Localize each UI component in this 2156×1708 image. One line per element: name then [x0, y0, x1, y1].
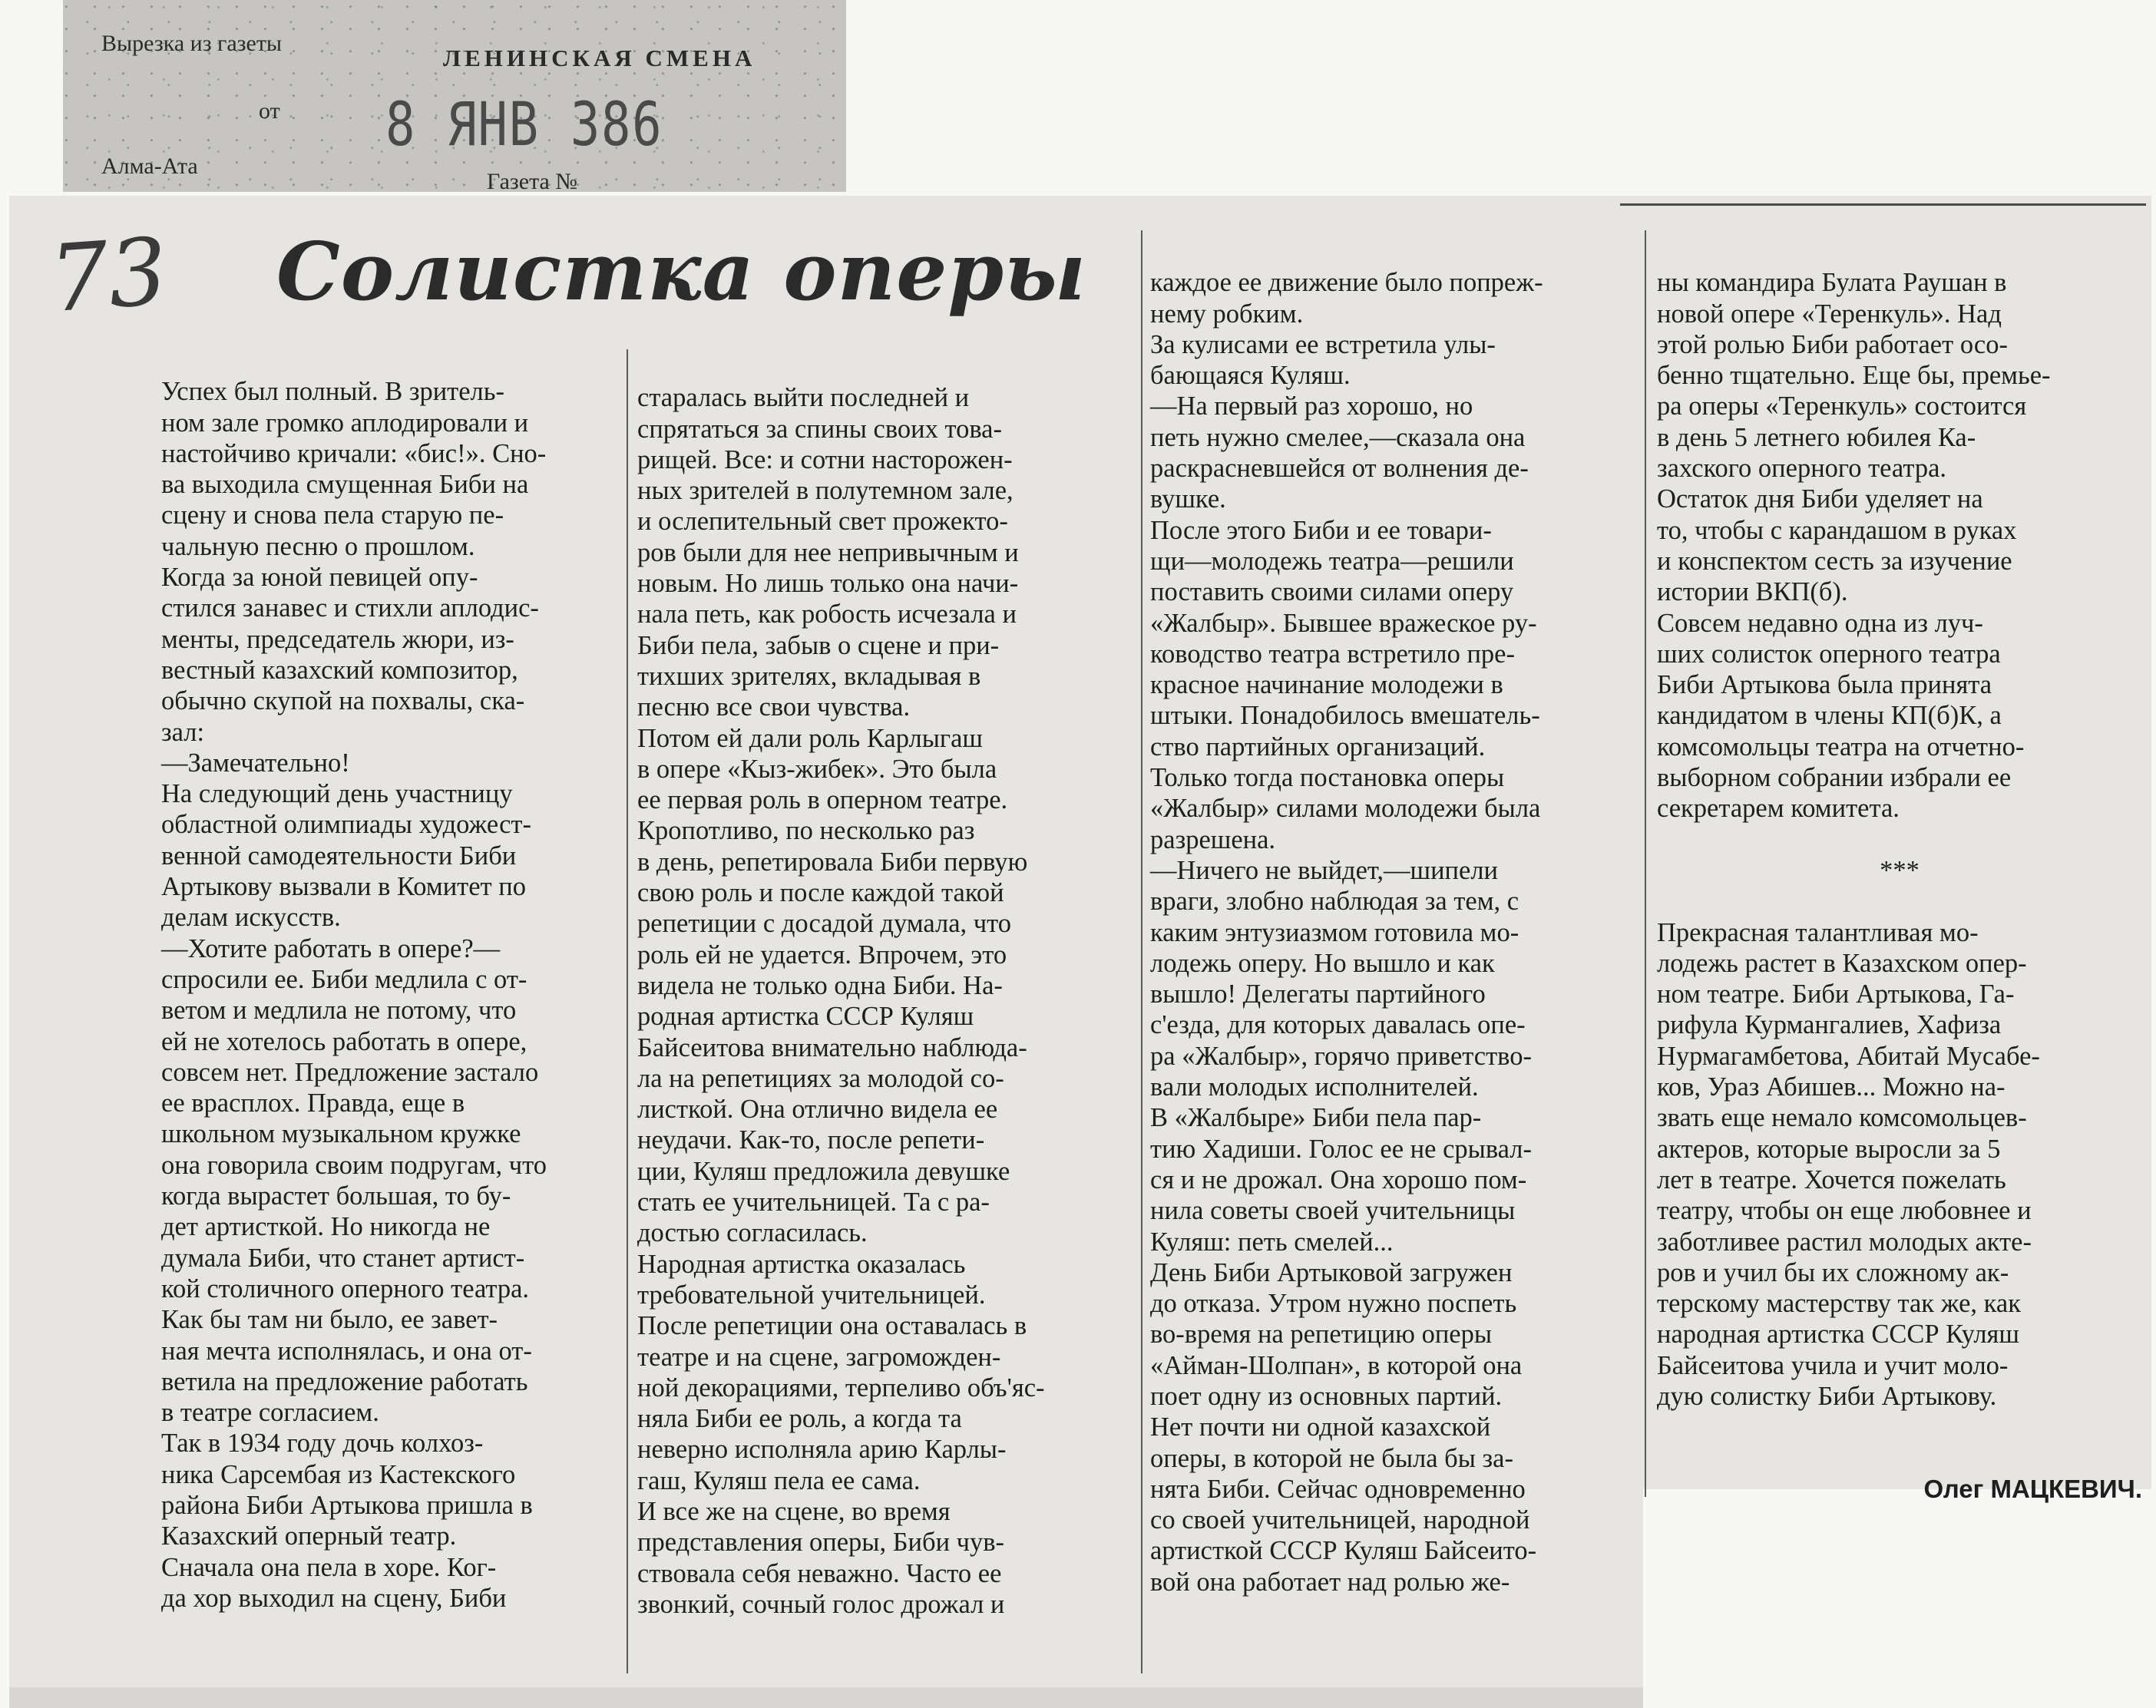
issue-label: Газета № [487, 169, 577, 194]
article-column-1 [161, 345, 620, 1644]
column-divider-3 [1645, 230, 1646, 1497]
article-text-col3: каждое ее движение было попреж- нему робким. За кулисами ее встретила улы- бающаяся Куляш. —На первый раз хорошо, но петь нужно смелее,—сказала она раскрасневшейся от волнения де- вушке. После этого Биби и ее товари- щи—молодежь театра—решили поставить своими силами оперу «Жалбыр». Бывшее вражеское ру- ководство театра встретило пре- красное начинание молодежи в штыки. Понадобилось вмешатель- ство партийных организаций. Только тогда постановка оперы «Жалбыр» силами молодежи была разрешена. —Ничего не выйдет,—шипели враги, злобно наблюдая за тем, с каким энтузиазмом готовила мо- лодежь оперу. Но вышло и как вышло! Делегаты партийного с'езда, для которых давалась опе- ра «Жалбыр», горячо приветство- вали молодых исполнителей. В «Жалбыре» Биби пела пар- тию Хадиши. Голос ее не срывал- ся и не дрожал. Она хорошо пом- нила советы своей учительницы Куляш: петь смелей... День Биби Артыковой загружен до отказа. Утром нужно поспеть во-время на репетицию оперы «Айман-Шолпан», в которой она поет одну из основных партий. Нет почти ни одной казахской оперы, в которой не была бы за- нята Биби. Сейчас одновременно со своей учительницей, народной артисткой СССР Куляш Байсеито- вой она работает над ролью же- [1150, 268, 1543, 1597]
article-column-2 [637, 352, 1133, 1650]
article-text-col2: старалась выйти последней и спрятаться за спины своих това- рищей. Все: и сотни насторожен- ных зрителей в полутемном зале, и ослепительный свет прожекто- ров были для нее непривычным и новым. Но лишь только она начи- нала петь, как робость исчезала и Биби пела, забыв о сцене и при- тихших зрителях, вкладывая в песню все свои чувства. Потом ей дали роль Карлыгаш в опере «Кыз-жибек». Это была ее первая роль в оперном театре. Кропотливо, по несколько раз в день, репетировала Биби первую свою роль и после каждой такой репетиции с досадой думала, что роль ей не удается. Впрочем, это видела не только одна Биби. На- родная артистка СССР Куляш Байсеитова внимательно наблюда- ла на репетициях за молодой со- листкой. Она отлично видела ее неудачи. Как-то, после репети- ции, Куляш предложила девушке стать ее учительницей. Та с ра- достью согласилась. Народная артистка оказалась требовательной учительницей. После репетиции она оставалась в театре и на сцене, загроможден- ной декорациями, терпеливо объ'яс- няла Биби ее роль, а когда та неверно исполняла арию Карлы- гаш, Куляш пела ее сама. И все же на сцене, во время представления оперы, Биби чув- ствовала себя неважно. Часто ее звонкий, сочный голос дрожал и [637, 383, 1045, 1619]
newspaper-name: ЛЕНИНСКАЯ СМЕНА [443, 45, 756, 71]
date-stamp: 8 ЯНВ 386 [385, 91, 663, 160]
clipping-bottom-edge [9, 1687, 1643, 1708]
column-divider-2 [1141, 230, 1142, 1673]
handwritten-number: 73 [46, 218, 171, 334]
author-signature: Олег МАЦКЕВИЧ. [1923, 1474, 2142, 1503]
article-text-col1: Успех был полный. В зритель- ном зале громко аплодировали и настойчиво кричали: «бис!». Сно- ва выходила смущенная Биби на сцену и снова пела старую пе- чальную песню о прошлом. Когда за юной певицей опу- стился занавес и стихли аплодис- менты, председатель жюри, из- вестный казахский композитор, обычно скупой на похвалы, ска- зал: —Замечательно! На следующий день участницу областной олимпиады художест- венной самодеятельности Биби Артыкову вызвали в Комитет по делам искусств. —Хотите работать в опере?— спросили ее. Биби медлила с от- ветом и медлила не потому, что ей не хотелось работать в опере, совсем нет. Предложение застало ее врасплох. Правда, еще в школьном музыкальном кружке она говорила своим подругам, что когда вырастет большая, то бу- дет артисткой. Но никогда не думала Биби, что станет артист- кой столичного оперного театра. Как бы там ни было, ее завет- ная мечта исполнялась, и она от- ветила на предложение работать в театре согласием. Так в 1934 году дочь колхоз- ника Сарсембая из Кастекского района Биби Артыкова пришла в Казахский оперный театр. Сначала она пела в хоре. Ког- да хор выходил на сцену, Биби [161, 377, 547, 1613]
column-divider-1 [627, 349, 628, 1673]
from-label: от [259, 98, 280, 124]
article-headline: Солистка оперы [276, 224, 1086, 319]
column-top-rule [1620, 203, 2146, 206]
article-column-4 [1657, 236, 2142, 1508]
article-text-col4-conclusion: Прекрасная талантливая мо- лодежь растет в Казахском опер- ном театре. Биби Артыкова, Га- рифула Курмангалиев, Хафиза Нурмагамбетова, Абитай Мусабе- ков, Ураз Абишев... Можно на- звать еще немало комсомольцев- актеров, которые выросли за 5 лет в театре. Хочется пожелать театру, чтобы он еще любовнее и заботливее растил молодых акте- ров и учил бы их сложному ак- терскому мастерству так же, как народная артистка СССР Куляш Байсеитова учила и учит моло- дую солистку Биби Артыкову. [1657, 917, 2040, 1411]
clipping-header-slip [63, 0, 846, 192]
article-column-3 [1150, 236, 1635, 1628]
article-text-col4: ны командира Булата Раушан в новой опере «Теренкуль». Над этой ролью Биби работает осо- бенно тщательно. Еще бы, премье- ра оперы «Теренкуль» состоится в день 5 летнего юбилея Ка- захского оперного театра. Остаток дня Биби уделяет на то, чтобы с карандашом в руках и конспектом сесть за изучение истории ВКП(б). Совсем недавно одна из луч- ших солисток оперного театра Биби Артыкова была принята кандидатом в члены КП(б)К, а комсомольцы театра на отчетно- выборном собрании избрали ее секретарем комитета. [1657, 268, 2051, 824]
page-background [1643, 1489, 2151, 1708]
clip-label: Вырезка из газеты [101, 31, 283, 56]
section-separator: *** [1880, 855, 1920, 885]
date-handwritten: 6 [632, 91, 663, 160]
city-label: Алма-Ата [101, 154, 198, 179]
